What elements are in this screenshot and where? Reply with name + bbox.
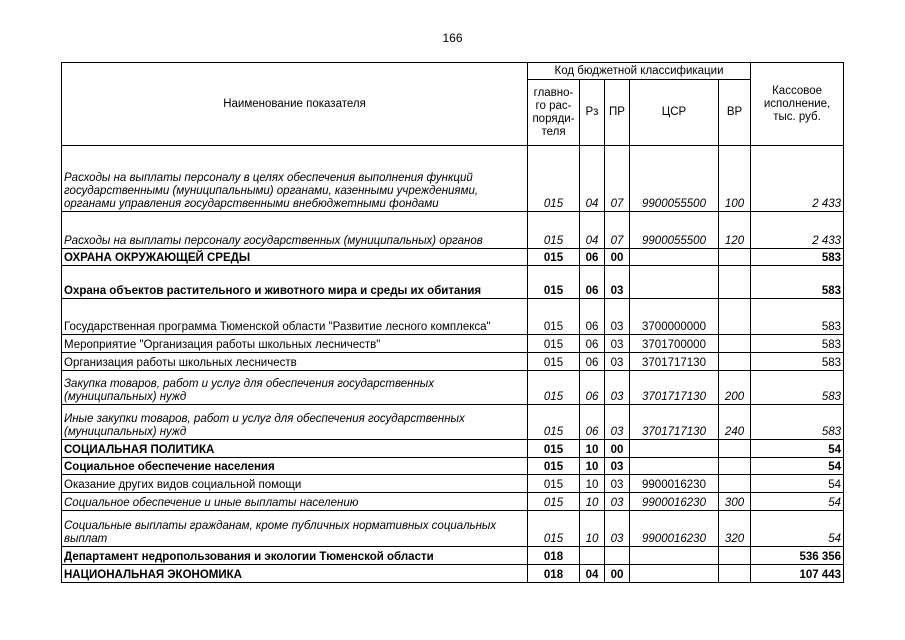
row-vr bbox=[719, 458, 751, 475]
row-pr: 00 bbox=[605, 440, 630, 458]
header-vr: ВР bbox=[719, 80, 751, 146]
table-row bbox=[62, 493, 844, 511]
row-pr: 00 bbox=[605, 565, 630, 583]
row-rz: 04 bbox=[580, 212, 605, 249]
row-grbs: 015 bbox=[528, 146, 580, 212]
row-pr: 03 bbox=[605, 353, 630, 371]
row-csr bbox=[630, 565, 719, 583]
table-row bbox=[62, 405, 844, 440]
row-rz: 06 bbox=[580, 266, 605, 299]
header-rz: Рз bbox=[580, 80, 605, 146]
row-pr: 03 bbox=[605, 475, 630, 493]
row-name: Социальные выплаты гражданам, кроме публичных нормативных социальных выплат bbox=[62, 511, 528, 547]
row-grbs: 015 bbox=[528, 405, 580, 440]
row-rz: 10 bbox=[580, 493, 605, 511]
row-amount: 583 bbox=[751, 266, 844, 299]
row-name: ОХРАНА ОКРУЖАЮЩЕЙ СРЕДЫ bbox=[62, 249, 528, 266]
row-amount: 54 bbox=[751, 440, 844, 458]
table-row bbox=[62, 565, 844, 583]
row-pr: 03 bbox=[605, 511, 630, 547]
row-name: Государственная программа Тюменской области "Развитие лесного комплекса" bbox=[62, 299, 528, 335]
row-pr: 03 bbox=[605, 371, 630, 405]
row-pr: 07 bbox=[605, 212, 630, 249]
row-grbs: 015 bbox=[528, 493, 580, 511]
row-name: НАЦИОНАЛЬНАЯ ЭКОНОМИКА bbox=[62, 565, 528, 583]
row-vr bbox=[719, 335, 751, 353]
row-vr: 100 bbox=[719, 146, 751, 212]
row-rz: 04 bbox=[580, 146, 605, 212]
table-header bbox=[62, 63, 844, 146]
row-name: Оказание других видов социальной помощи bbox=[62, 475, 528, 493]
row-grbs: 015 bbox=[528, 212, 580, 249]
row-csr: 3701700000 bbox=[630, 335, 719, 353]
row-grbs: 015 bbox=[528, 511, 580, 547]
row-pr: 03 bbox=[605, 299, 630, 335]
row-rz: 10 bbox=[580, 458, 605, 475]
row-grbs: 015 bbox=[528, 440, 580, 458]
row-grbs: 015 bbox=[528, 475, 580, 493]
row-amount: 583 bbox=[751, 353, 844, 371]
row-grbs: 015 bbox=[528, 249, 580, 266]
budget-table bbox=[61, 62, 844, 583]
row-name: СОЦИАЛЬНАЯ ПОЛИТИКА bbox=[62, 440, 528, 458]
row-rz: 10 bbox=[580, 475, 605, 493]
row-grbs: 018 bbox=[528, 547, 580, 565]
row-vr bbox=[719, 547, 751, 565]
row-pr: 07 bbox=[605, 146, 630, 212]
row-rz: 06 bbox=[580, 405, 605, 440]
row-csr bbox=[630, 249, 719, 266]
row-name: Департамент недропользования и экологии Тюменской области bbox=[62, 547, 528, 565]
table-row bbox=[62, 335, 844, 353]
row-amount: 536 356 bbox=[751, 547, 844, 565]
header-name: Наименование показателя bbox=[62, 63, 528, 146]
row-grbs: 015 bbox=[528, 266, 580, 299]
row-amount: 583 bbox=[751, 335, 844, 353]
row-amount: 107 443 bbox=[751, 565, 844, 583]
row-csr: 9900016230 bbox=[630, 493, 719, 511]
row-pr: 03 bbox=[605, 405, 630, 440]
table-row bbox=[62, 266, 844, 299]
row-name: Мероприятие "Организация работы школьных лесничеств" bbox=[62, 335, 528, 353]
row-vr: 300 bbox=[719, 493, 751, 511]
table-row bbox=[62, 440, 844, 458]
row-name: Организация работы школьных лесничеств bbox=[62, 353, 528, 371]
row-grbs: 015 bbox=[528, 299, 580, 335]
row-pr bbox=[605, 547, 630, 565]
row-rz: 06 bbox=[580, 371, 605, 405]
header-amount: Кассовое исполнение, тыс. руб. bbox=[751, 63, 844, 146]
table-row bbox=[62, 475, 844, 493]
header-pr: ПР bbox=[605, 80, 630, 146]
table-row bbox=[62, 212, 844, 249]
row-rz: 06 bbox=[580, 335, 605, 353]
row-rz: 10 bbox=[580, 511, 605, 547]
row-rz: 06 bbox=[580, 299, 605, 335]
table-row bbox=[62, 249, 844, 266]
row-csr: 3701717130 bbox=[630, 405, 719, 440]
row-csr bbox=[630, 440, 719, 458]
row-grbs: 018 bbox=[528, 565, 580, 583]
row-vr: 120 bbox=[719, 212, 751, 249]
row-rz bbox=[580, 547, 605, 565]
row-grbs: 015 bbox=[528, 458, 580, 475]
row-vr bbox=[719, 249, 751, 266]
row-amount: 2 433 bbox=[751, 212, 844, 249]
row-rz: 06 bbox=[580, 249, 605, 266]
row-amount: 583 bbox=[751, 405, 844, 440]
row-amount: 2 433 bbox=[751, 146, 844, 212]
row-pr: 03 bbox=[605, 266, 630, 299]
row-pr: 03 bbox=[605, 458, 630, 475]
row-vr bbox=[719, 475, 751, 493]
row-csr: 3700000000 bbox=[630, 299, 719, 335]
row-amount: 54 bbox=[751, 458, 844, 475]
row-grbs: 015 bbox=[528, 335, 580, 353]
row-csr bbox=[630, 458, 719, 475]
table-body bbox=[62, 146, 844, 583]
row-csr: 9900055500 bbox=[630, 212, 719, 249]
row-csr: 3701717130 bbox=[630, 353, 719, 371]
row-csr: 9900016230 bbox=[630, 475, 719, 493]
row-name: Иные закупки товаров, работ и услуг для обеспечения государственных (муниципальных) нужд bbox=[62, 405, 528, 440]
header-grbs: главно-го рас-поряди-теля bbox=[528, 80, 580, 146]
table-row bbox=[62, 511, 844, 547]
row-vr: 320 bbox=[719, 511, 751, 547]
row-amount: 583 bbox=[751, 299, 844, 335]
table-row bbox=[62, 547, 844, 565]
page-number: 166 bbox=[442, 31, 463, 45]
row-vr bbox=[719, 266, 751, 299]
row-name: Закупка товаров, работ и услуг для обеспечения государственных (муниципальных) нужд bbox=[62, 371, 528, 405]
row-pr: 03 bbox=[605, 335, 630, 353]
table-row bbox=[62, 371, 844, 405]
table-row bbox=[62, 299, 844, 335]
row-name: Расходы на выплаты персоналу в целях обеспечения выполнения функций государственными (муниципальными) органами, казенными учреждениями, органами управления государственными внебюджетными фондами bbox=[62, 146, 528, 212]
row-grbs: 015 bbox=[528, 371, 580, 405]
row-amount: 54 bbox=[751, 493, 844, 511]
row-name: Расходы на выплаты персоналу государственных (муниципальных) органов bbox=[62, 212, 528, 249]
row-vr: 200 bbox=[719, 371, 751, 405]
header-csr: ЦСР bbox=[630, 80, 719, 146]
row-vr bbox=[719, 353, 751, 371]
row-amount: 54 bbox=[751, 511, 844, 547]
row-rz: 10 bbox=[580, 440, 605, 458]
row-vr bbox=[719, 440, 751, 458]
row-name: Социальное обеспечение населения bbox=[62, 458, 528, 475]
row-pr: 03 bbox=[605, 493, 630, 511]
row-name: Социальное обеспечение и иные выплаты населению bbox=[62, 493, 528, 511]
row-csr: 9900055500 bbox=[630, 146, 719, 212]
row-vr bbox=[719, 565, 751, 583]
row-amount: 583 bbox=[751, 249, 844, 266]
row-csr: 9900016230 bbox=[630, 511, 719, 547]
row-pr: 00 bbox=[605, 249, 630, 266]
row-vr: 240 bbox=[719, 405, 751, 440]
table-row bbox=[62, 353, 844, 371]
row-rz: 04 bbox=[580, 565, 605, 583]
row-amount: 583 bbox=[751, 371, 844, 405]
table-row bbox=[62, 146, 844, 212]
row-rz: 06 bbox=[580, 353, 605, 371]
row-csr: 3701717130 bbox=[630, 371, 719, 405]
row-vr bbox=[719, 299, 751, 335]
row-grbs: 015 bbox=[528, 353, 580, 371]
row-name: Охрана объектов растительного и животного мира и среды их обитания bbox=[62, 266, 528, 299]
row-csr bbox=[630, 547, 719, 565]
header-code-group: Код бюджетной классификации bbox=[528, 63, 751, 80]
row-amount: 54 bbox=[751, 475, 844, 493]
table-row bbox=[62, 458, 844, 475]
row-csr bbox=[630, 266, 719, 299]
